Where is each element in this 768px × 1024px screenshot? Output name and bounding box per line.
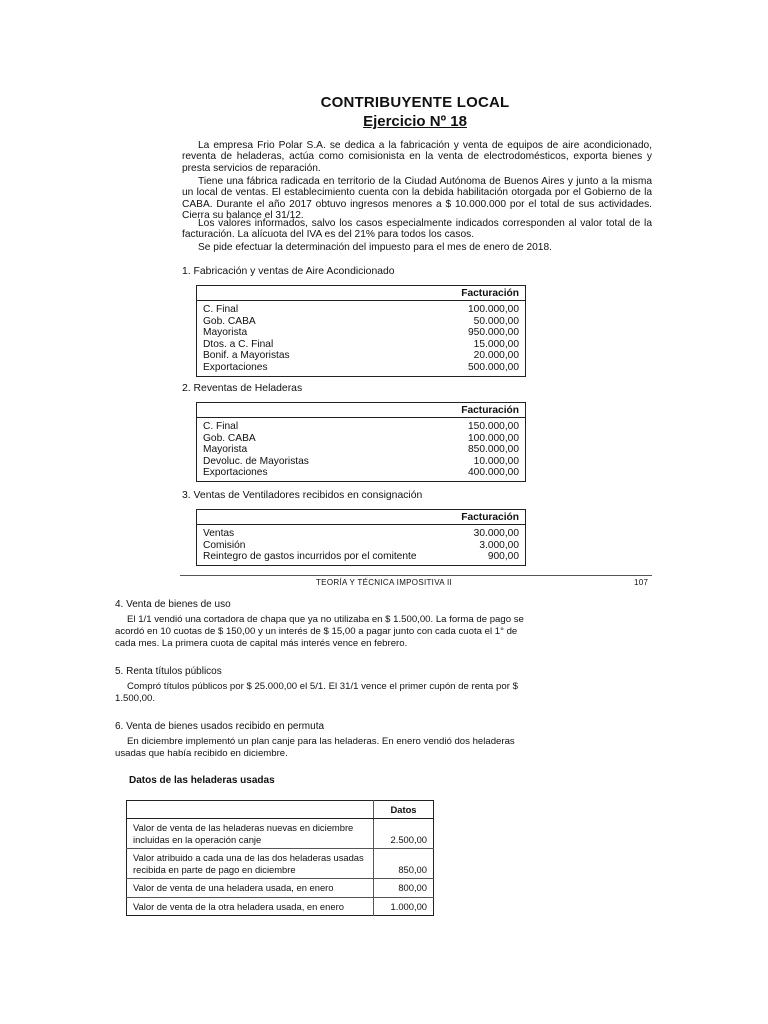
table-heladeras (196, 402, 526, 482)
table-row: Mayorista 950.000,00 (203, 327, 519, 339)
table-row: Dtos. a C. Final 15.000,00 (203, 338, 519, 350)
column-header: Facturación (447, 510, 525, 525)
page-title: CONTRIBUYENTE LOCAL (320, 94, 510, 111)
section-3-title: 3. Ventas de Ventiladores recibidos en consignación (182, 490, 423, 501)
table-row: Exportaciones 400.000,00 (203, 467, 519, 479)
column-header: Facturación (389, 286, 525, 301)
table-row: Mayorista 850.000,00 (203, 444, 519, 456)
table-row: C. Final 150.000,00 (203, 421, 519, 432)
table-row: Gob. CABA 100.000,00 (203, 432, 519, 444)
table-row: Valor de venta de la otra heladera usada, en enero 1.000,00 (127, 897, 434, 916)
table-row: C. Final 100.000,00 (203, 304, 519, 315)
table-ventiladores (196, 509, 526, 566)
section-4-text: El 1/1 vendió una cortadora de chapa que ya no utilizaba en $ 1.500,00. La forma de pago se acordó en 10 cuotas de $ 150,00 y un interés de $ 15,00 a pagar junto con cada cuota el 1° de cada mes. La primera cuota de capital más interés vence en febrero. (115, 614, 524, 649)
table-row: Exportaciones 500.000,00 (203, 361, 519, 373)
section-1-title: 1. Fabricación y ventas de Aire Acondicionado (182, 266, 395, 277)
footer-divider (180, 575, 652, 576)
column-header: Facturación (403, 403, 526, 418)
used-data-title: Datos de las heladeras usadas (129, 775, 275, 786)
table-heladeras-usadas (126, 800, 434, 916)
table-aire-acondicionado (196, 285, 526, 377)
section-2-title: 2. Reventas de Heladeras (182, 383, 303, 394)
table-row: Valor de venta de las heladeras nuevas en diciembre incluidas en la operación canje 2.500,00 (127, 819, 434, 849)
column-header: Datos (374, 801, 434, 819)
page-number: 107 (634, 578, 649, 587)
table-row: Ventas 30.000,00 (203, 528, 519, 539)
table-row: Reintegro de gastos incurridos por el comitente 900,00 (203, 551, 519, 563)
section-5-title: 5. Renta títulos públicos (115, 666, 222, 677)
table-row: Valor atribuido a cada una de las dos heladeras usadas recibida en parte de pago en diciembre 850,00 (127, 849, 434, 879)
section-6-title: 6. Venta de bienes usados recibido en permuta (115, 721, 325, 732)
table-row: Gob. CABA 50.000,00 (203, 315, 519, 327)
section-5-text: Compró títulos públicos por $ 25.000,00 el 5/1. El 31/1 vence el primer cupón de renta por $ 1.500,00. (115, 681, 518, 704)
table-row: Devoluc. de Mayoristas 10.000,00 (203, 455, 519, 467)
section-4-title: 4. Venta de bienes de uso (115, 599, 231, 610)
section-6-text: En diciembre implementó un plan canje para las heladeras. En enero vendió dos heladeras usadas que había recibido en diciembre. (115, 736, 515, 759)
table-row: Bonif. a Mayoristas 20.000,00 (203, 350, 519, 362)
footer-title: TEORÍA Y TÉCNICA IMPOSITIVA II (316, 578, 452, 587)
table-row: Valor de venta de una heladera usada, en enero 800,00 (127, 879, 434, 898)
intro-paragraph-3: Los valores informados, salvo los casos especialmente indicados corresponden al valor total de la facturación. La alícuota del IVA es del 21% para todos los casos. (182, 218, 652, 241)
table-row: Comisión 3.000,00 (203, 539, 519, 551)
exercise-title: Ejercicio Nº 18 (363, 113, 467, 130)
intro-paragraph-4: Se pide efectuar la determinación del impuesto para el mes de enero de 2018. (198, 242, 552, 253)
intro-paragraph-1: La empresa Frio Polar S.A. se dedica a la fabricación y venta de equipos de aire acondicionado, reventa de heladeras, actúa como comisionista en la venta de electrodomésticos, exporta bienes y presta servicios de reparación. (182, 140, 652, 174)
intro-paragraph-2: Tiene una fábrica radicada en territorio de la Ciudad Autónoma de Buenos Aires y junto a la misma un local de ventas. El establecimiento cuenta con la debida habilitación otorgada por el Gobierno de la CABA. Durante el año 2017 obtuvo ingresos menores a $ 10.000.000 por el total de sus actividades. Cierra su balance el 31/12. (182, 176, 652, 222)
